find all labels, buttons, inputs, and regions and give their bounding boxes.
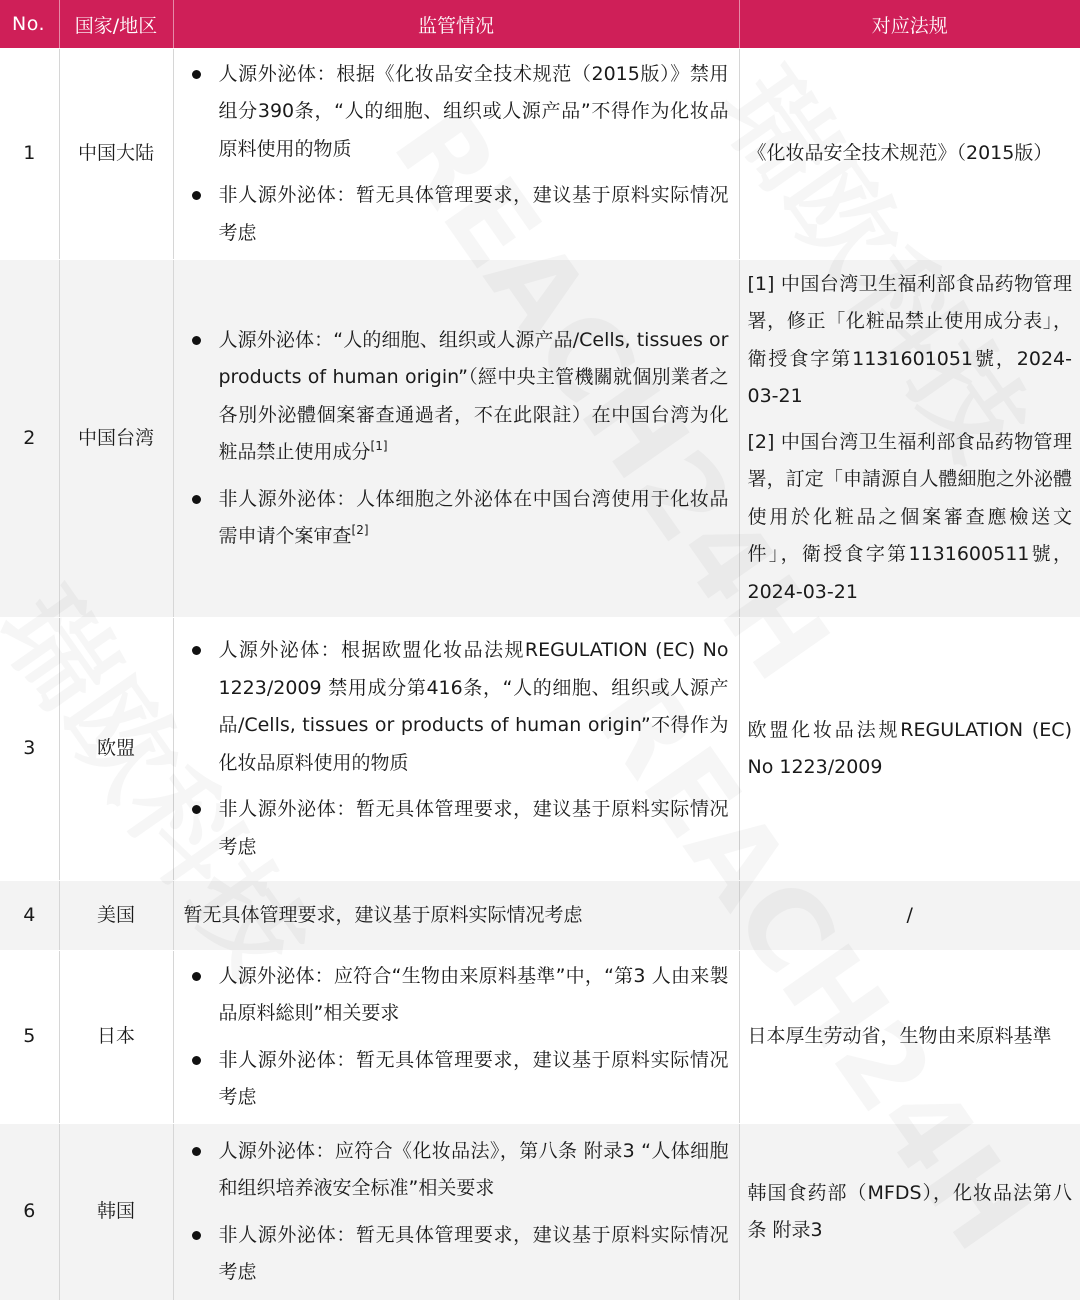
law-item: 日本厚生劳动省，生物由来原料基準	[747, 1025, 1052, 1048]
item-text: 人源外泌体：“人的细胞、组织或人源产品/Cells, tissues or products of human origin”（經中央主管機關就個別業者之各別外泌體個案審查通過者，不在此限註）在中国台湾为化粧品禁止使用成分	[218, 328, 729, 463]
header-row	[0, 0, 1080, 49]
law-item: 欧盟化妆品法规REGULATION (EC) No 1223/2009	[747, 718, 1072, 778]
row-regulation	[173, 49, 739, 260]
law-item: 《化妆品安全技术规范》（2015版）	[747, 142, 1053, 165]
row-law	[739, 1124, 1080, 1301]
header-no: No.	[0, 0, 59, 49]
row-law	[739, 881, 1080, 951]
list-item	[219, 791, 729, 866]
bullet-icon	[192, 805, 201, 814]
law-item: [1] 中国台湾卫生福利部食品药物管理署，修正「化粧品禁止使用成分表」，衛授食字第1131601051號，2024-03-21	[747, 272, 1072, 408]
row-number: 4	[0, 881, 59, 951]
item-text: 人源外泌体：根据欧盟化妆品法规REGULATION (EC) No 1223/2009 禁用成分第416条，“人的细胞、组织或人源产品/Cells, tissues or products of human origin”不得作为化妆品原料使用的物质	[218, 639, 729, 774]
table-row	[0, 1124, 1080, 1301]
table-row	[0, 951, 1080, 1124]
row-law	[739, 618, 1080, 881]
table-row	[0, 881, 1080, 951]
row-region: 日本	[59, 951, 173, 1124]
footnote-ref: [2]	[351, 523, 369, 537]
bullet-icon	[192, 1056, 201, 1065]
list-item	[219, 632, 729, 782]
list-item	[219, 1217, 729, 1292]
row-regulation	[173, 951, 739, 1124]
list-item	[219, 1133, 729, 1208]
bullet-icon	[192, 495, 201, 504]
table-row	[0, 260, 1080, 618]
list-item	[219, 322, 729, 472]
list-item	[219, 56, 729, 169]
table-row	[0, 618, 1080, 881]
item-text: 非人源外泌体：人体细胞之外泌体在中国台湾使用于化妆品需申请个案审查	[218, 487, 729, 547]
row-law	[739, 260, 1080, 618]
item-text: 人源外泌体：根据《化妆品安全技术规范（2015版）》禁用组分390条，“人的细胞、组织或人源产品”不得作为化妆品原料使用的物质	[218, 62, 729, 160]
item-text: 非人源外泌体：暂无具体管理要求，建议基于原料实际情况考虑	[218, 1223, 729, 1283]
item-text: 非人源外泌体：暂无具体管理要求，建议基于原料实际情况考虑	[218, 798, 729, 858]
item-text: 人源外泌体：应符合“生物由来原料基準”中，“第3 人由来製品原料総則”相关要求	[218, 964, 729, 1024]
bullet-icon	[192, 336, 201, 345]
row-number: 2	[0, 260, 59, 618]
table-row	[0, 49, 1080, 260]
row-region: 韩国	[59, 1124, 173, 1301]
item-text: 非人源外泌体：暂无具体管理要求，建议基于原料实际情况考虑	[218, 1048, 729, 1108]
row-number: 5	[0, 951, 59, 1124]
list-item	[219, 177, 729, 252]
row-regulation	[173, 618, 739, 881]
bullet-icon	[192, 1231, 201, 1240]
item-text: 人源外泌体：应符合《化妆品法》，第八条 附录3 “人体细胞和组织培养液安全标准”相关要求	[218, 1139, 729, 1199]
header-regulation: 监管情况	[173, 0, 739, 49]
row-number: 6	[0, 1124, 59, 1301]
row-number: 3	[0, 618, 59, 881]
list-item	[219, 481, 729, 556]
bullet-icon	[192, 191, 201, 200]
item-text: 非人源外泌体：暂无具体管理要求，建议基于原料实际情况考虑	[218, 184, 729, 244]
row-number: 1	[0, 49, 59, 260]
bullet-icon	[192, 1147, 201, 1156]
bullet-icon	[192, 646, 201, 655]
row-regulation: 暂无具体管理要求，建议基于原料实际情况考虑	[173, 881, 739, 951]
header-law: 对应法规	[739, 0, 1080, 49]
law-item: [2] 中国台湾卫生福利部食品药物管理署，訂定「申請源自人體細胞之外泌體使用於化粧品之個案審查應檢送文件」，衛授食字第1131600511號，2024-03-21	[747, 430, 1072, 603]
row-region: 欧盟	[59, 618, 173, 881]
row-law	[739, 49, 1080, 260]
law-item: /	[906, 903, 913, 926]
row-regulation	[173, 260, 739, 618]
list-item	[219, 1042, 729, 1117]
row-region: 美国	[59, 881, 173, 951]
header-region: 国家/地区	[59, 0, 173, 49]
list-item	[219, 958, 729, 1033]
footnote-ref: [1]	[370, 439, 388, 453]
bullet-icon	[192, 972, 201, 981]
row-regulation	[173, 1124, 739, 1301]
row-region: 中国大陆	[59, 49, 173, 260]
row-region: 中国台湾	[59, 260, 173, 618]
law-item: 韩国食药部（MFDS），化妆品法第八条 附录3	[747, 1181, 1072, 1241]
bullet-icon	[192, 70, 201, 79]
row-law	[739, 951, 1080, 1124]
